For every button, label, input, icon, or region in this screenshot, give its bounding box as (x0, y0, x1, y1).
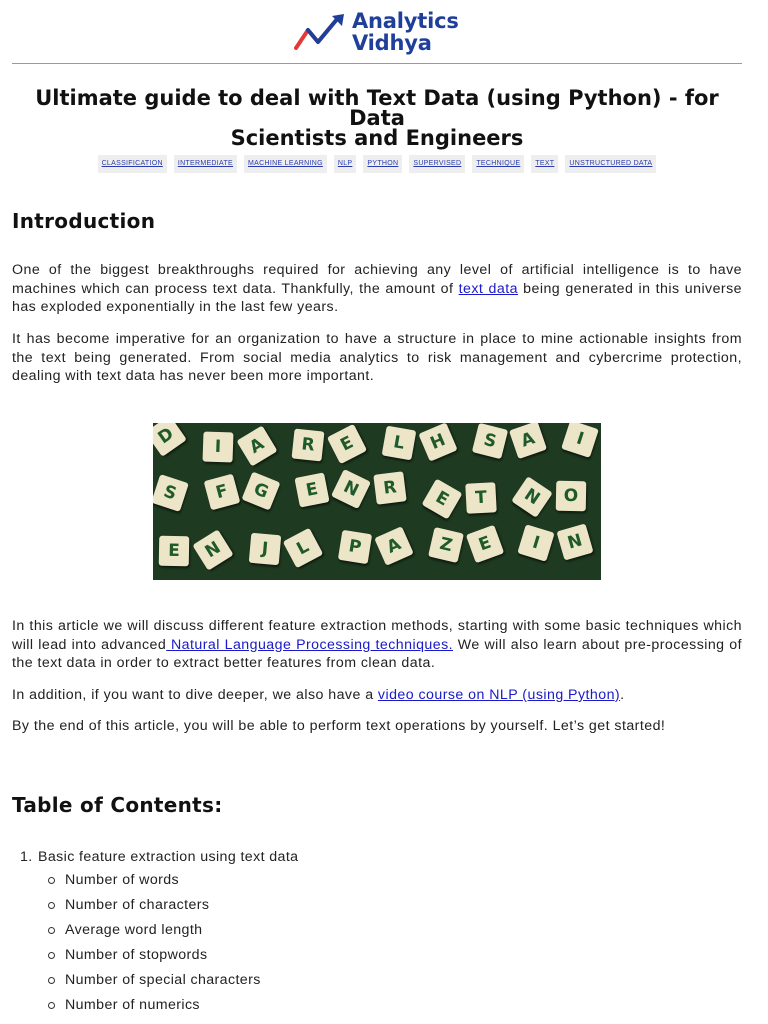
letter-tile: H (418, 423, 457, 462)
toc-item-label[interactable]: Basic feature extraction using text data (38, 849, 299, 865)
tag-unstructured-data[interactable] (565, 155, 656, 173)
tag-text[interactable] (531, 155, 558, 173)
circle-bullet-icon (48, 877, 55, 884)
intro-paragraph-3 (12, 617, 742, 673)
tag-intermediate[interactable] (174, 155, 237, 173)
tag-list (12, 155, 742, 173)
tag-link[interactable]: INTERMEDIATE (177, 160, 234, 167)
letter-tile: S (471, 423, 507, 459)
tag-machine-learning[interactable] (244, 155, 327, 173)
toc-subitem[interactable] (38, 893, 742, 918)
letter-tile: T (465, 483, 497, 515)
toc-subitem-label[interactable]: Number of words (65, 872, 180, 888)
letter-tile: F (203, 474, 240, 511)
nlp-techniques-link[interactable]: Natural Language Processing techniques. (166, 636, 454, 653)
letter-tile: Z (428, 527, 464, 563)
letter-tile: J (248, 532, 281, 565)
letter-tile: I (561, 423, 599, 458)
article-title (12, 88, 742, 148)
letter-tile: O (556, 481, 587, 512)
toc-subitem-label[interactable]: Average word length (65, 922, 203, 938)
toc-subitem-label[interactable]: Number of numerics (65, 997, 200, 1013)
tag-link[interactable]: PYTHON (367, 160, 399, 167)
title-line1: Ultimate guide to deal with Text Data (using Python) - for Data (35, 86, 719, 130)
tag-link[interactable]: TEXT (535, 160, 555, 167)
letter-tile: A (236, 425, 277, 466)
text: . (620, 687, 625, 703)
toc-subitem-label[interactable]: Number of characters (65, 897, 210, 913)
toc-subitem[interactable] (38, 918, 742, 943)
letter-tile: L (382, 426, 417, 461)
letter-tile: R (292, 429, 325, 462)
letter-tile: E (465, 524, 503, 562)
text: In this article we will discuss different feature extraction methods, starting with some basic techniques which will lead into advanced (12, 618, 742, 653)
tag-link[interactable]: NLP (337, 160, 353, 167)
table-of-contents (12, 847, 742, 1018)
letter-tile: A (374, 526, 414, 566)
intro-paragraph-2: It has become imperative for an organization to have a structure in place to mine actionable insights from the text being generated. From social media analytics to risk management and cybercrime protection, dealing with text data has never been more important. (12, 331, 742, 384)
intro-paragraph-1 (12, 261, 742, 317)
toc-subitem-label[interactable]: Number of stopwords (65, 947, 208, 963)
scrabble-tiles-image (153, 423, 601, 580)
circle-bullet-icon (48, 952, 55, 959)
circle-bullet-icon (48, 977, 55, 984)
text: In addition, if you want to dive deeper, we also have a (12, 687, 378, 703)
letter-tile: N (512, 477, 554, 519)
letter-tile: E (295, 473, 330, 508)
intro-paragraph-5: By the end of this article, you will be able to perform text operations by yourself. Let’s get started! (12, 718, 666, 734)
text: We will also learn about pre-processing of the text data in order to extract better features from clean data. (12, 636, 743, 671)
title-line2: Scientists and Engineers (230, 126, 524, 150)
text: being generated in this universe has exploded exponentially in the last few years. (12, 280, 742, 315)
tag-supervised[interactable] (409, 155, 465, 173)
tag-technique[interactable] (472, 155, 524, 173)
letter-tile: N (331, 469, 371, 509)
letter-tile: N (557, 523, 594, 560)
letter-tile: S (153, 474, 189, 512)
letter-tile: I (202, 431, 233, 462)
circle-bullet-icon (48, 927, 55, 934)
site-header (0, 8, 768, 58)
letter-tile: E (159, 535, 190, 566)
tag-link[interactable]: TECHNIQUE (476, 160, 521, 167)
letter-tile: L (283, 527, 324, 568)
brand-line2: Vidhya (352, 31, 432, 55)
tag-nlp[interactable] (334, 155, 357, 173)
toc-subitem[interactable] (38, 968, 742, 993)
brand-name (352, 10, 459, 54)
tag-link[interactable]: MACHINE LEARNING (248, 160, 323, 167)
letter-tile: I (518, 524, 555, 561)
letter-tile: R (373, 472, 406, 505)
letter-tile: G (241, 472, 280, 511)
analytics-vidhya-logo[interactable] (294, 8, 474, 58)
tag-link[interactable]: UNSTRUCTURED DATA (569, 160, 653, 167)
circle-bullet-icon (48, 902, 55, 909)
text-data-link[interactable]: text data (458, 280, 518, 297)
toc-number: 1. (20, 849, 33, 865)
toc-subitem[interactable] (38, 993, 742, 1018)
letter-tile: D (153, 423, 187, 457)
toc-subitem[interactable] (38, 943, 742, 968)
introduction-heading: Introduction (12, 209, 156, 233)
brand-line1: Analytics (352, 9, 459, 33)
toc-heading: Table of Contents: (12, 793, 223, 817)
toc-subitem[interactable] (38, 868, 742, 893)
letter-tile: N (192, 529, 233, 570)
tag-link[interactable]: SUPERVISED (413, 160, 462, 167)
nlp-video-course-link[interactable]: video course on NLP (using Python) (377, 687, 621, 703)
letter-tile: E (327, 424, 367, 464)
tag-python[interactable] (363, 155, 402, 173)
toc-subitem-label[interactable]: Number of special characters (65, 972, 261, 988)
toc-item-1[interactable] (12, 847, 742, 1018)
toc-sublist (38, 868, 742, 1018)
header-divider (12, 63, 742, 64)
letter-tile: A (509, 423, 547, 459)
circle-bullet-icon (48, 1002, 55, 1009)
tag-classification[interactable] (98, 155, 167, 173)
letter-tile: E (421, 479, 462, 520)
chart-line-icon (294, 12, 350, 54)
intro-paragraph-4 (12, 686, 742, 705)
text: One of the biggest breakthroughs required for achieving any level of artificial intelligence is to have machines which can process text data. Thankfully, the amount of (12, 262, 742, 297)
tag-link[interactable]: CLASSIFICATION (101, 160, 163, 167)
letter-tile: P (338, 529, 372, 563)
